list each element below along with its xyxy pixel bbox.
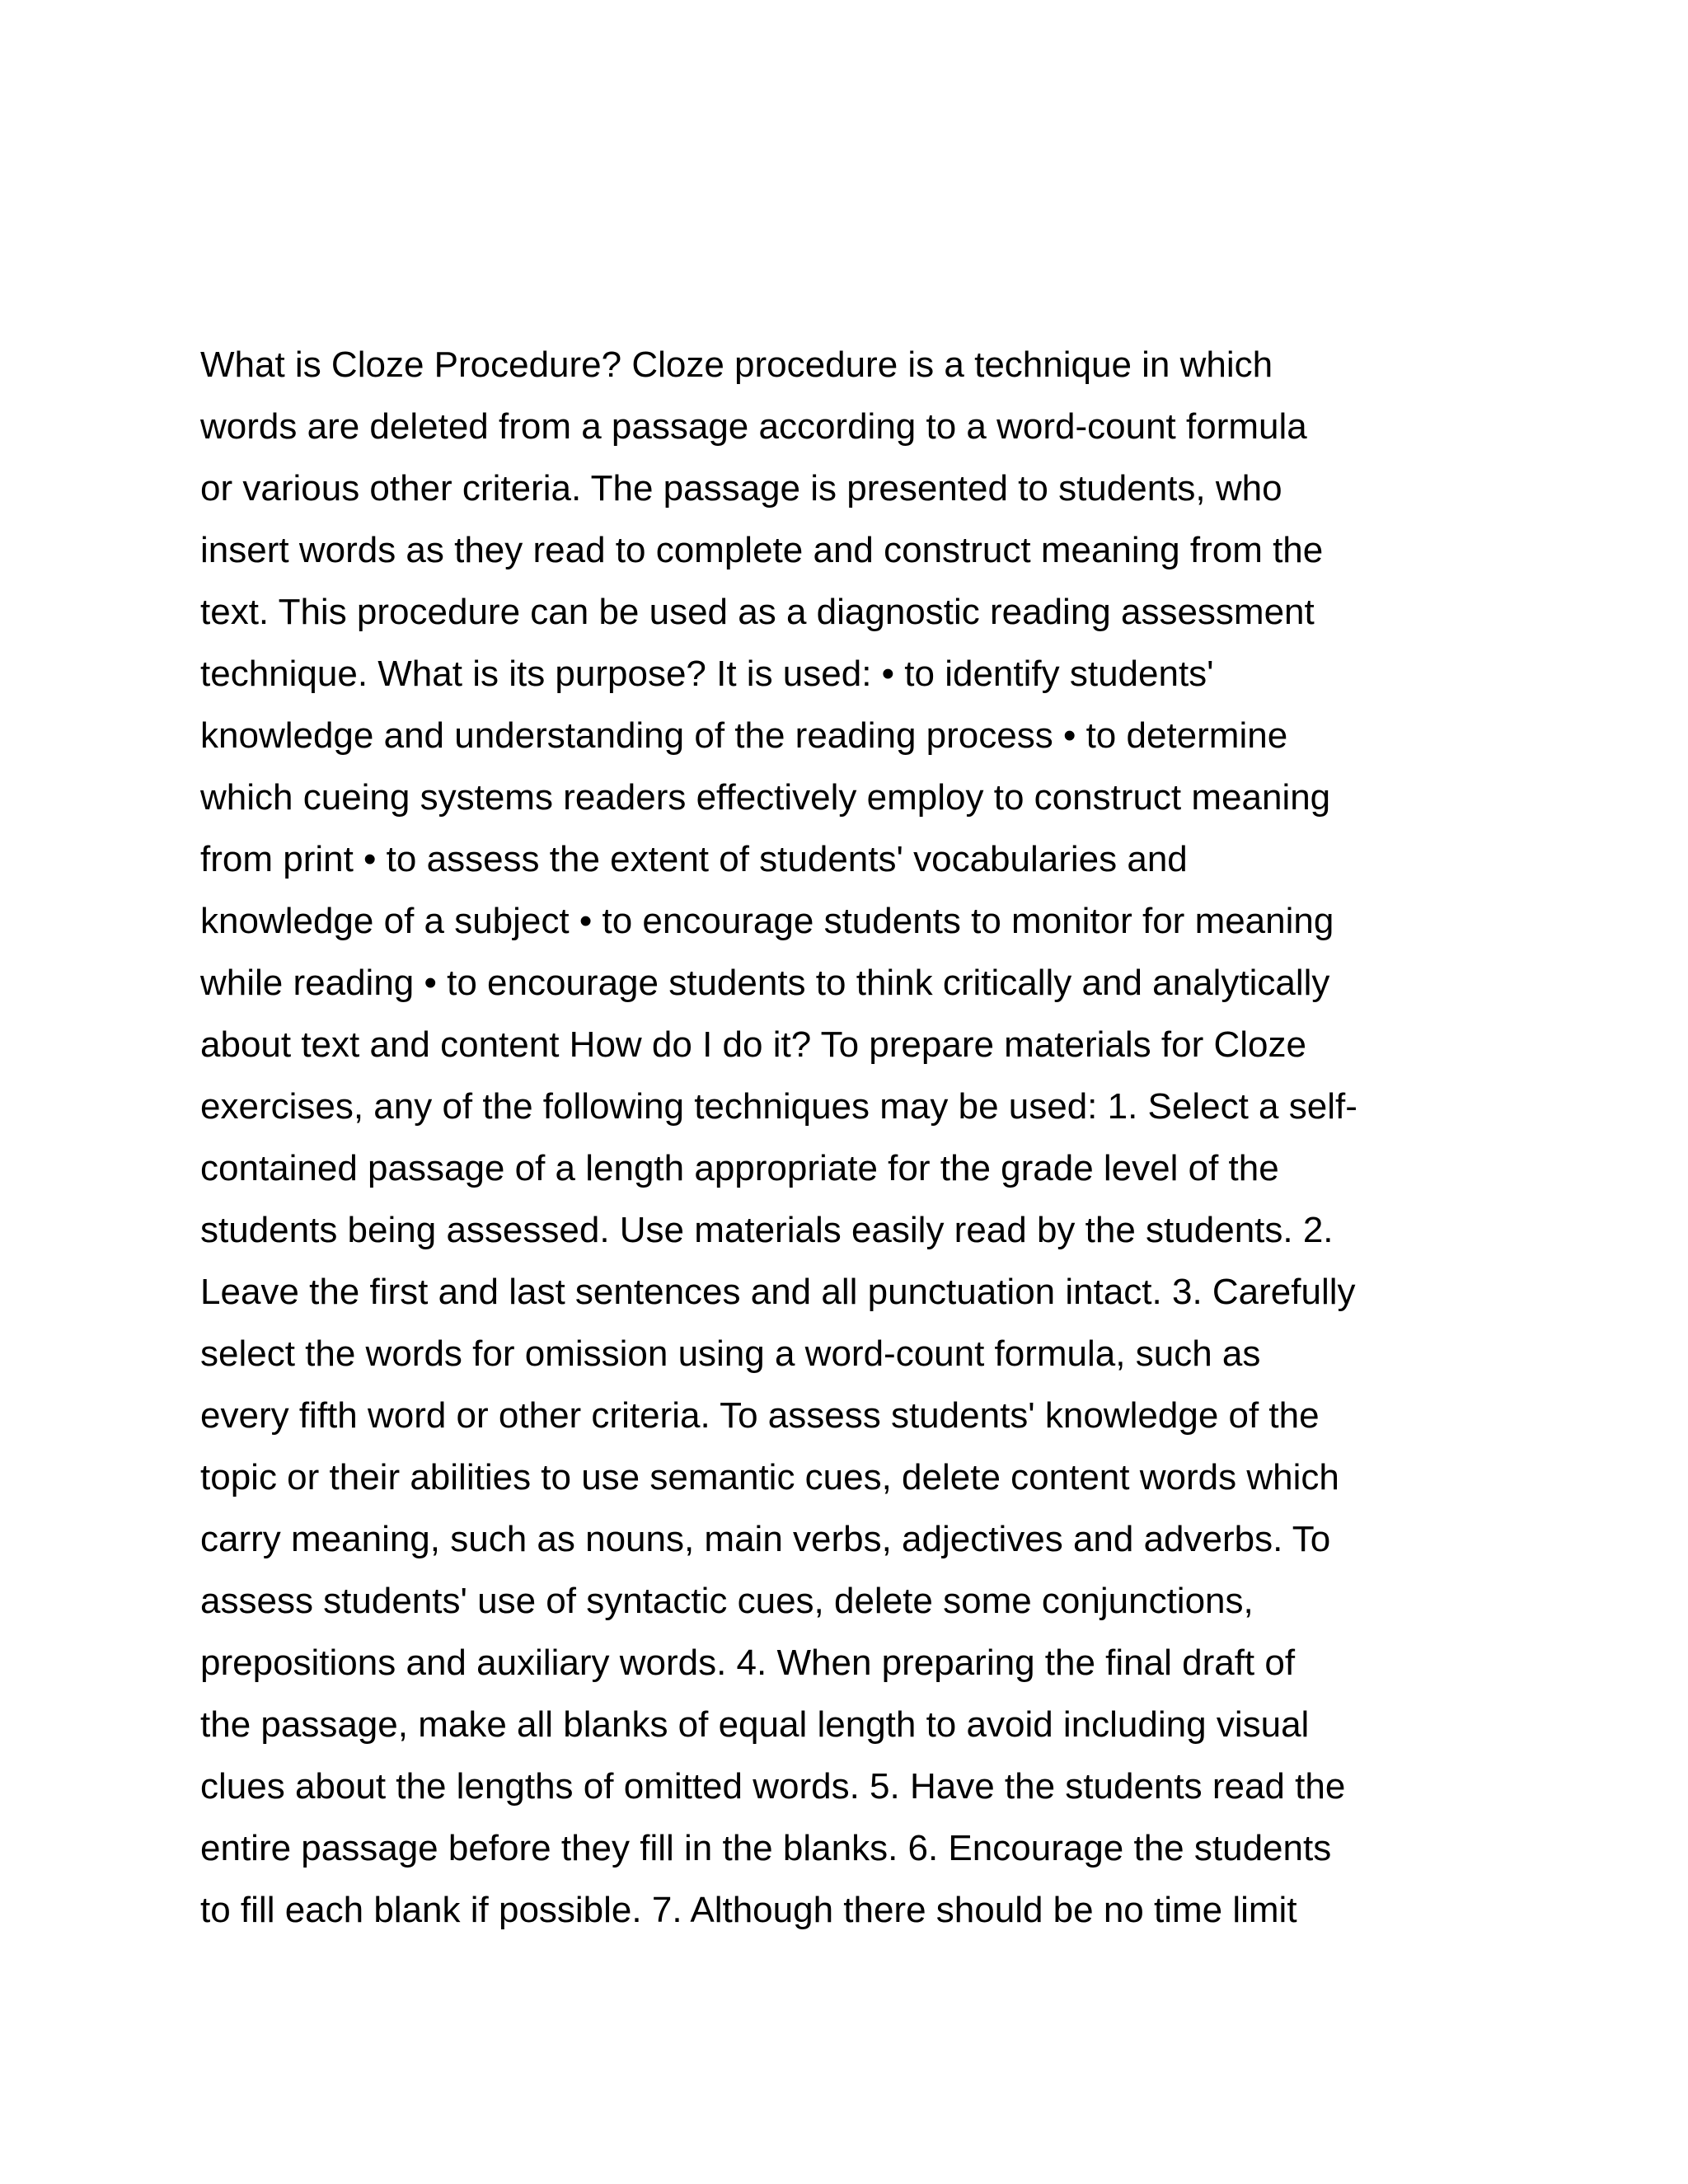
body-text — [200, 334, 1503, 1941]
text-line: every fifth word or other criteria. To assess students' knowledge of the — [200, 1395, 1320, 1436]
text-line: insert words as they read to complete and construct meaning from the — [200, 530, 1324, 570]
text-line: exercises, any of the following techniques may be used: 1. Select a self- — [200, 1086, 1357, 1127]
text-line: text. This procedure can be used as a diagnostic reading assessment — [200, 592, 1315, 632]
text-line: What is Cloze Procedure? Cloze procedure is a technique in which — [200, 344, 1273, 385]
text-line: Leave the first and last sentences and all punctuation intact. 3. Carefully — [200, 1272, 1356, 1312]
text-line: technique. What is its purpose? It is used: • to identify students' — [200, 654, 1214, 694]
text-line: while reading • to encourage students to think critically and analytically — [200, 963, 1330, 1003]
text-line: to fill each blank if possible. 7. Although there should be no time limit — [200, 1890, 1297, 1930]
text-line: topic or their abilities to use semantic cues, delete content words which — [200, 1457, 1339, 1497]
text-line: entire passage before they fill in the blanks. 6. Encourage the students — [200, 1828, 1332, 1868]
text-line: words are deleted from a passage according to a word-count formula — [200, 406, 1307, 447]
text-line: the passage, make all blanks of equal length to avoid including visual — [200, 1704, 1310, 1745]
text-line: knowledge and understanding of the reading process • to determine — [200, 715, 1288, 756]
text-line: or various other criteria. The passage is presented to students, who — [200, 468, 1282, 509]
text-line: contained passage of a length appropriate for the grade level of the — [200, 1148, 1279, 1188]
text-line: from print • to assess the extent of students' vocabularies and — [200, 839, 1188, 879]
text-line: about text and content How do I do it? To prepare materials for Cloze — [200, 1024, 1306, 1065]
text-line: students being assessed. Use materials easily read by the students. 2. — [200, 1210, 1334, 1250]
text-line: knowledge of a subject • to encourage students to monitor for meaning — [200, 901, 1334, 941]
text-line: select the words for omission using a word-count formula, such as — [200, 1333, 1261, 1374]
text-line: prepositions and auxiliary words. 4. When preparing the final draft of — [200, 1643, 1296, 1683]
text-line: which cueing systems readers effectively employ to construct meaning — [200, 777, 1331, 818]
text-line: assess students' use of syntactic cues, delete some conjunctions, — [200, 1581, 1254, 1621]
text-line: carry meaning, such as nouns, main verbs, adjectives and adverbs. To — [200, 1519, 1331, 1559]
text-line: clues about the lengths of omitted words. 5. Have the students read the — [200, 1766, 1346, 1807]
